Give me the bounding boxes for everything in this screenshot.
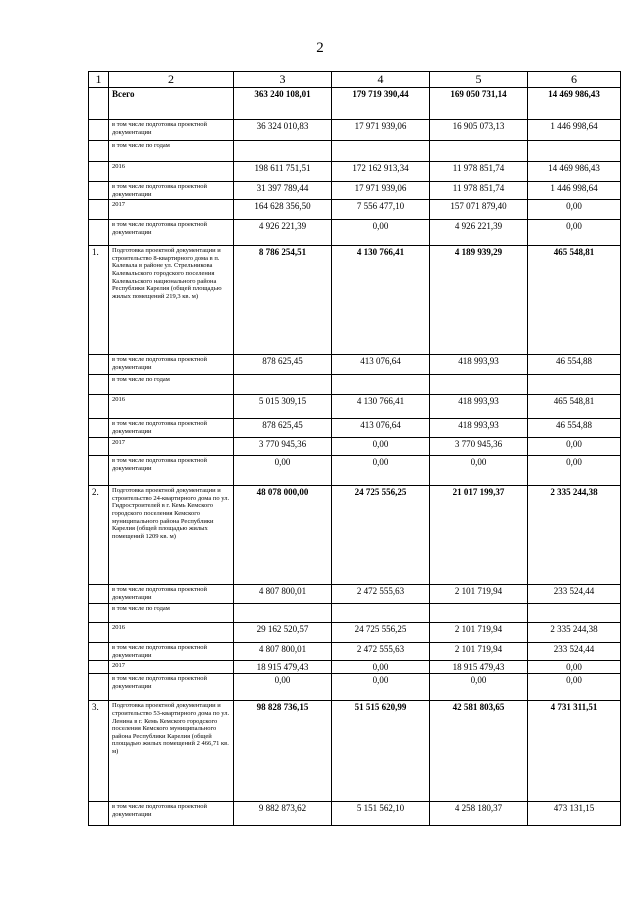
row-description: 2016 <box>109 162 234 182</box>
value-col-6: 233 524,44 <box>528 643 621 661</box>
value-total: 5 015 309,15 <box>234 395 332 419</box>
row-description: в том числе по годам <box>109 375 234 395</box>
table-row <box>89 162 621 182</box>
value-col-4: 51 515 620,99 <box>332 701 430 802</box>
value-col-5: 0,00 <box>430 674 528 701</box>
column-header: 1 <box>89 72 109 88</box>
value-total: 3 770 945,36 <box>234 438 332 456</box>
value-col-4: 0,00 <box>332 456 430 486</box>
table-row <box>89 141 621 162</box>
row-description: 2017 <box>109 200 234 220</box>
column-header: 4 <box>332 72 430 88</box>
table-row <box>89 643 621 661</box>
value-col-5: 4 258 180,37 <box>430 802 528 826</box>
value-total: 4 807 800,01 <box>234 585 332 604</box>
value-col-5: 4 189 939,29 <box>430 246 528 355</box>
row-description: в том числе подготовка проектной документации <box>109 182 234 200</box>
value-col-6: 0,00 <box>528 674 621 701</box>
row-number <box>89 456 109 486</box>
value-col-6: 1 446 998,64 <box>528 120 621 141</box>
value-col-6 <box>528 375 621 395</box>
value-col-4 <box>332 604 430 623</box>
value-total: 29 162 520,57 <box>234 623 332 643</box>
value-col-6: 4 731 311,51 <box>528 701 621 802</box>
value-col-4: 413 076,64 <box>332 419 430 438</box>
value-col-4: 0,00 <box>332 438 430 456</box>
value-total: 48 078 000,00 <box>234 486 332 585</box>
value-total: 198 611 751,51 <box>234 162 332 182</box>
value-col-6 <box>528 141 621 162</box>
value-col-4: 413 076,64 <box>332 355 430 375</box>
row-number <box>89 661 109 674</box>
row-description: в том числе подготовка проектной документации <box>109 456 234 486</box>
value-total: 363 240 108,01 <box>234 88 332 120</box>
value-col-5: 157 071 879,40 <box>430 200 528 220</box>
table-row <box>89 200 621 220</box>
row-number <box>89 802 109 826</box>
value-col-5 <box>430 604 528 623</box>
value-col-6: 465 548,81 <box>528 395 621 419</box>
row-description: Подготовка проектной документации и строительство 24-квартирного дома по ул. Гидростроителей в г. Кемь Кемского городского поселения Кемского муниципального района Республики Карелия (общей площадью жилых помещений 1209 кв. м) <box>109 486 234 585</box>
table-row <box>89 802 621 826</box>
value-col-4: 5 151 562,10 <box>332 802 430 826</box>
value-total: 9 882 873,62 <box>234 802 332 826</box>
value-col-5: 169 050 731,14 <box>430 88 528 120</box>
table-row <box>89 419 621 438</box>
table-row <box>89 438 621 456</box>
value-col-5: 11 978 851,74 <box>430 182 528 200</box>
value-col-5 <box>430 375 528 395</box>
value-col-4: 2 472 555,63 <box>332 585 430 604</box>
table-row <box>89 674 621 701</box>
value-col-6: 14 469 986,43 <box>528 162 621 182</box>
row-description: 2016 <box>109 395 234 419</box>
column-header: 6 <box>528 72 621 88</box>
value-col-4: 24 725 556,25 <box>332 623 430 643</box>
value-col-5: 3 770 945,36 <box>430 438 528 456</box>
row-description: в том числе подготовка проектной документации <box>109 120 234 141</box>
table-row <box>89 585 621 604</box>
value-total: 4 807 800,01 <box>234 643 332 661</box>
row-number <box>89 604 109 623</box>
value-col-6: 2 335 244,38 <box>528 486 621 585</box>
value-col-6: 0,00 <box>528 220 621 246</box>
value-col-4: 2 472 555,63 <box>332 643 430 661</box>
row-description: 2017 <box>109 438 234 456</box>
row-description: в том числе подготовка проектной документации <box>109 220 234 246</box>
value-total: 18 915 479,43 <box>234 661 332 674</box>
row-number <box>89 162 109 182</box>
row-number <box>89 438 109 456</box>
row-description: в том числе подготовка проектной документации <box>109 419 234 438</box>
value-col-6: 465 548,81 <box>528 246 621 355</box>
row-number <box>89 375 109 395</box>
column-header: 2 <box>109 72 234 88</box>
value-col-4: 0,00 <box>332 220 430 246</box>
value-col-4: 7 556 477,10 <box>332 200 430 220</box>
table-row <box>89 604 621 623</box>
value-col-6: 0,00 <box>528 456 621 486</box>
value-col-4: 24 725 556,25 <box>332 486 430 585</box>
value-total: 31 397 789,44 <box>234 182 332 200</box>
value-col-6: 1 446 998,64 <box>528 182 621 200</box>
value-col-5: 418 993,93 <box>430 395 528 419</box>
value-col-4 <box>332 141 430 162</box>
value-col-5: 42 581 803,65 <box>430 701 528 802</box>
row-description: Подготовка проектной документации и строительство 8-квартирного дома в п. Калевала в районе ул. Стрельникова Калевальского городского поселения Калевальского национального района Республики Карелия (общей площадью жилых помещений 219,3 кв. м) <box>109 246 234 355</box>
financing-table <box>88 71 621 826</box>
row-description: Всего <box>109 88 234 120</box>
row-number <box>89 120 109 141</box>
value-col-5: 2 101 719,94 <box>430 643 528 661</box>
value-col-6: 46 554,88 <box>528 355 621 375</box>
row-number <box>89 585 109 604</box>
value-total: 4 926 221,39 <box>234 220 332 246</box>
value-col-4: 17 971 939,06 <box>332 120 430 141</box>
value-total <box>234 141 332 162</box>
value-col-6 <box>528 604 621 623</box>
row-description: в том числе по годам <box>109 604 234 623</box>
value-total: 878 625,45 <box>234 355 332 375</box>
value-total: 0,00 <box>234 456 332 486</box>
value-col-6: 2 335 244,38 <box>528 623 621 643</box>
value-col-4 <box>332 375 430 395</box>
table-row <box>89 88 621 120</box>
table-row <box>89 661 621 674</box>
row-description: в том числе подготовка проектной документации <box>109 643 234 661</box>
row-number <box>89 395 109 419</box>
row-description: в том числе подготовка проектной документации <box>109 674 234 701</box>
value-col-5: 418 993,93 <box>430 355 528 375</box>
table-row <box>89 246 621 355</box>
table-row <box>89 701 621 802</box>
value-col-6: 0,00 <box>528 200 621 220</box>
table-row <box>89 395 621 419</box>
row-description: 2016 <box>109 623 234 643</box>
value-col-4: 4 130 766,41 <box>332 395 430 419</box>
value-col-4: 0,00 <box>332 674 430 701</box>
column-header-row <box>89 72 621 88</box>
table-row <box>89 120 621 141</box>
row-number <box>89 419 109 438</box>
row-number <box>89 355 109 375</box>
value-col-4: 17 971 939,06 <box>332 182 430 200</box>
row-number <box>89 674 109 701</box>
row-description: в том числе подготовка проектной документации <box>109 802 234 826</box>
row-number <box>89 182 109 200</box>
value-col-5: 21 017 199,37 <box>430 486 528 585</box>
value-total: 0,00 <box>234 674 332 701</box>
row-description: 2017 <box>109 661 234 674</box>
value-col-5: 16 905 073,13 <box>430 120 528 141</box>
row-description: Подготовка проектной документации и строительство 53-квартирного дома по ул. Ленина в г. Кемь Кемского городского поселения Кемского муниципального района Республики Карелия (общей площадью жилых помещений 2 466,71 кв. м) <box>109 701 234 802</box>
row-number: 3. <box>89 701 109 802</box>
value-total: 164 628 356,50 <box>234 200 332 220</box>
value-total <box>234 604 332 623</box>
value-col-5 <box>430 141 528 162</box>
row-description: в том числе по годам <box>109 141 234 162</box>
value-col-5: 2 101 719,94 <box>430 623 528 643</box>
value-col-5: 0,00 <box>430 456 528 486</box>
value-col-6: 473 131,15 <box>528 802 621 826</box>
row-number <box>89 220 109 246</box>
value-col-5: 4 926 221,39 <box>430 220 528 246</box>
column-header: 5 <box>430 72 528 88</box>
row-number: 2. <box>89 486 109 585</box>
value-col-6: 0,00 <box>528 661 621 674</box>
row-number: 1. <box>89 246 109 355</box>
value-col-6: 0,00 <box>528 438 621 456</box>
value-col-6: 46 554,88 <box>528 419 621 438</box>
value-total: 878 625,45 <box>234 419 332 438</box>
value-total: 36 324 010,83 <box>234 120 332 141</box>
table-row <box>89 355 621 375</box>
table-row <box>89 456 621 486</box>
value-total: 98 828 736,15 <box>234 701 332 802</box>
value-col-6: 233 524,44 <box>528 585 621 604</box>
table-row <box>89 182 621 200</box>
row-number <box>89 200 109 220</box>
table-row <box>89 220 621 246</box>
row-number <box>89 643 109 661</box>
value-total: 8 786 254,51 <box>234 246 332 355</box>
value-col-4: 4 130 766,41 <box>332 246 430 355</box>
row-description: в том числе подготовка проектной документации <box>109 585 234 604</box>
page-number: 2 <box>316 40 324 56</box>
table-row <box>89 623 621 643</box>
value-col-5: 2 101 719,94 <box>430 585 528 604</box>
table-row <box>89 375 621 395</box>
row-description: в том числе подготовка проектной документации <box>109 355 234 375</box>
value-col-5: 18 915 479,43 <box>430 661 528 674</box>
row-number <box>89 623 109 643</box>
value-total <box>234 375 332 395</box>
column-header: 3 <box>234 72 332 88</box>
value-col-5: 11 978 851,74 <box>430 162 528 182</box>
value-col-4: 179 719 390,44 <box>332 88 430 120</box>
table-row <box>89 486 621 585</box>
row-number <box>89 141 109 162</box>
value-col-6: 14 469 986,43 <box>528 88 621 120</box>
row-number <box>89 88 109 120</box>
value-col-4: 172 162 913,34 <box>332 162 430 182</box>
value-col-4: 0,00 <box>332 661 430 674</box>
value-col-5: 418 993,93 <box>430 419 528 438</box>
